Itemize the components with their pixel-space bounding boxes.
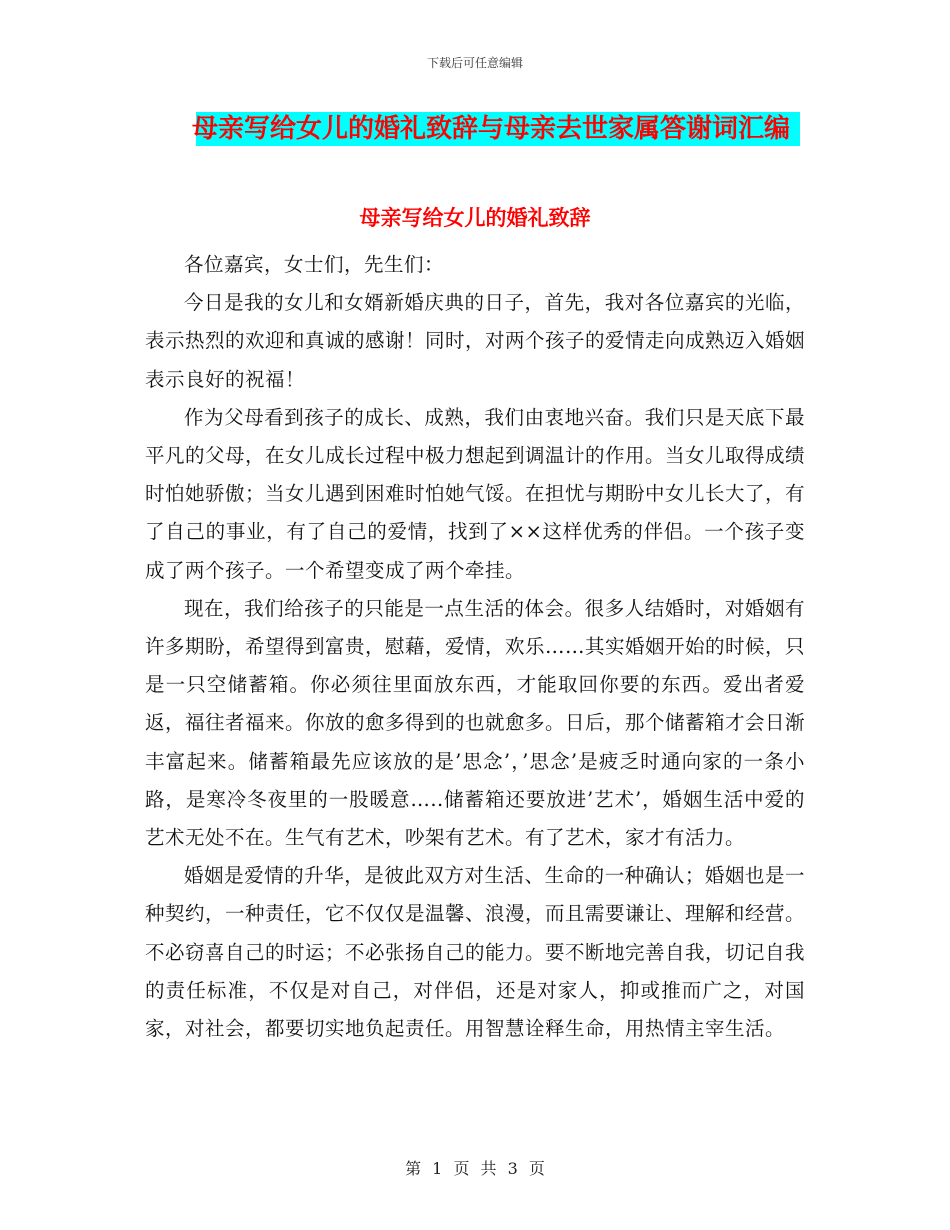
main-title [192, 112, 800, 146]
paragraph: 婚姻是爱情的升华，是彼此双方对生活、生命的一种确认；婚姻也是一种契约，一种责任，它不仅仅是温馨、浪漫，而且需要谦让、理解和经营。不必窃喜自己的时运；不必张扬自己的能力。要不断地完善自我，切记自我的责任标准，不仅是对自己，对伴侣，还是对家人，抑或推而广之，对国家，对社会，都要切实地负起责任。用智慧诠释生命，用热情主宰生活。 [145, 864, 806, 1041]
page-footer: 第 1 页 共 3 页 [405, 1159, 545, 1178]
paragraph: 现在，我们给孩子的只能是一点生活的体会。很多人结婚时，对婚姻有许多期盼，希望得到富贵，慰藉，爱情，欢乐……其实婚姻开始的时候，只是一只空储蓄箱。你必须往里面放东西，才能取回你要的东西。爱出者爱返，福往者福来。你放的愈多得到的也就愈多。日后，那个储蓄箱才会日渐丰富起来。储蓄箱最先应该放的是’思念’，’思念’是疲乏时通向家的一条小路，是寒冷冬夜里的一股暖意…..储蓄箱还要放进’艺术’，婚姻生活中爱的艺术无处不在。生气有艺术，吵架有艺术。有了艺术，家才有活力。 [145, 596, 806, 850]
body-text [145, 246, 805, 1048]
paragraph-greeting: 各位嘉宾，女士们，先生们： [184, 253, 445, 276]
paragraph: 作为父母看到孩子的成长、成熟，我们由衷地兴奋。我们只是天底下最平凡的父母，在女儿成长过程中极力想起到调温计的作用。当女儿取得成绩时怕她骄傲；当女儿遇到困难时怕她气馁。在担忧与期盼中女儿长大了，有了自己的事业，有了自己的爱情，找到了××这样优秀的伴侣。一个孩子变成了两个孩子。一个希望变成了两个牵挂。 [145, 405, 806, 582]
section-title: 母亲写给女儿的婚礼致辞 [359, 206, 591, 230]
header-note: 下载后可任意编辑 [426, 56, 523, 70]
main-title-text: 母亲写给女儿的婚礼致辞与母亲去世家属答谢词汇编 [192, 114, 791, 144]
paragraph: 今日是我的女儿和女婿新婚庆典的日子，首先，我对各位嘉宾的光临，表示热烈的欢迎和真诚的感谢！同时，对两个孩子的爱情走向成熟迈入婚姻表示良好的祝福！ [145, 291, 806, 391]
